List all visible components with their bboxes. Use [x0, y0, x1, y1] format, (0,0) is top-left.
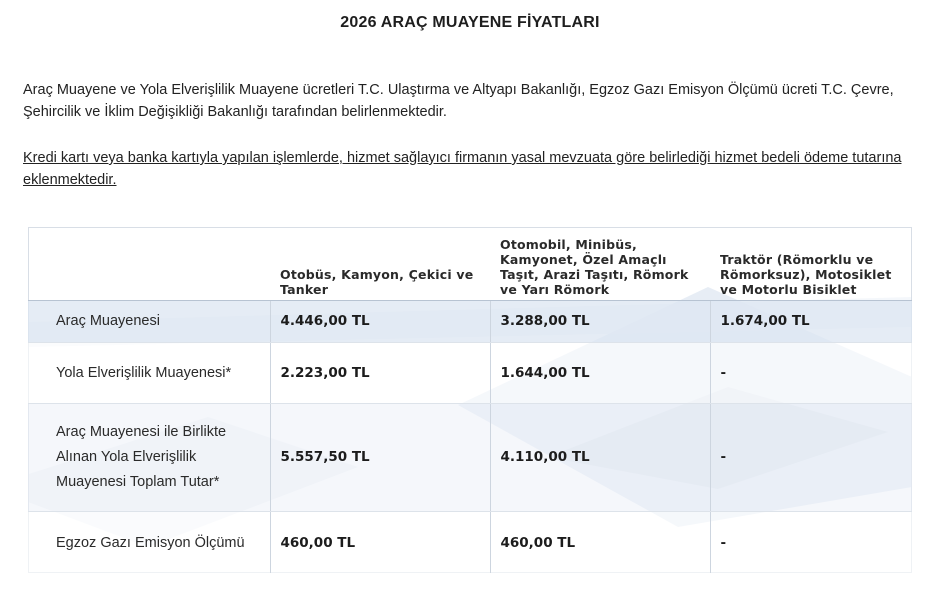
table-header-row [28, 227, 912, 301]
price-table [28, 227, 912, 573]
table-row [28, 404, 912, 512]
row-label: Egzoz Gazı Emisyon Ölçümü [28, 512, 270, 574]
header-empty-cell [28, 227, 270, 301]
row-label: Araç Muayenesi ile Birlikte Alınan Yola Elverişlilik Muayenesi Toplam Tutar* [28, 404, 270, 512]
row-label: Yola Elverişlilik Muayenesi* [28, 343, 270, 404]
header-bus-truck: Otobüs, Kamyon, Çekici ve Tanker [270, 227, 490, 301]
price-cell: - [710, 404, 912, 512]
price-cell: 1.674,00 TL [710, 301, 912, 343]
price-cell: 460,00 TL [490, 512, 710, 574]
price-cell: 1.644,00 TL [490, 343, 710, 404]
price-cell: 4.110,00 TL [490, 404, 710, 512]
price-cell: 460,00 TL [270, 512, 490, 574]
page-title: 2026 ARAÇ MUAYENE FİYATLARI [340, 14, 600, 31]
header-tractor-motorcycle: Traktör (Römorklu ve Römorksuz), Motosiklet ve Motorlu Bisiklet [710, 227, 912, 301]
table-row [28, 343, 912, 404]
price-cell: 3.288,00 TL [490, 301, 710, 343]
table-row [28, 512, 912, 574]
price-cell: - [710, 512, 912, 574]
header-car-minibus: Otomobil, Minibüs, Kamyonet, Özel Amaçlı Taşıt, Arazi Taşıtı, Römork ve Yarı Römork [490, 227, 710, 301]
table-row [28, 301, 912, 343]
price-cell: 2.223,00 TL [270, 343, 490, 404]
price-cell: - [710, 343, 912, 404]
price-cell: 5.557,50 TL [270, 404, 490, 512]
card-fee-notice: Kredi kartı veya banka kartıyla yapılan işlemlerde, hizmet sağlayıcı firmanın yasal mevzuata göre belirlediği hizmet bedeli ödeme tutarına eklenmektedir. [23, 150, 902, 188]
intro-paragraph: Araç Muayene ve Yola Elverişlilik Muayene ücretleri T.C. Ulaştırma ve Altyapı Bakanlığı, Egzoz Gazı Emisyon Ölçümü ücreti T.C. Çevre, Şehircilik ve İklim Değişikliği Bakanlığı tarafından belirlenmektedir. [23, 82, 894, 120]
row-label: Araç Muayenesi [28, 301, 270, 343]
price-table-container [28, 227, 912, 573]
price-cell: 4.446,00 TL [270, 301, 490, 343]
